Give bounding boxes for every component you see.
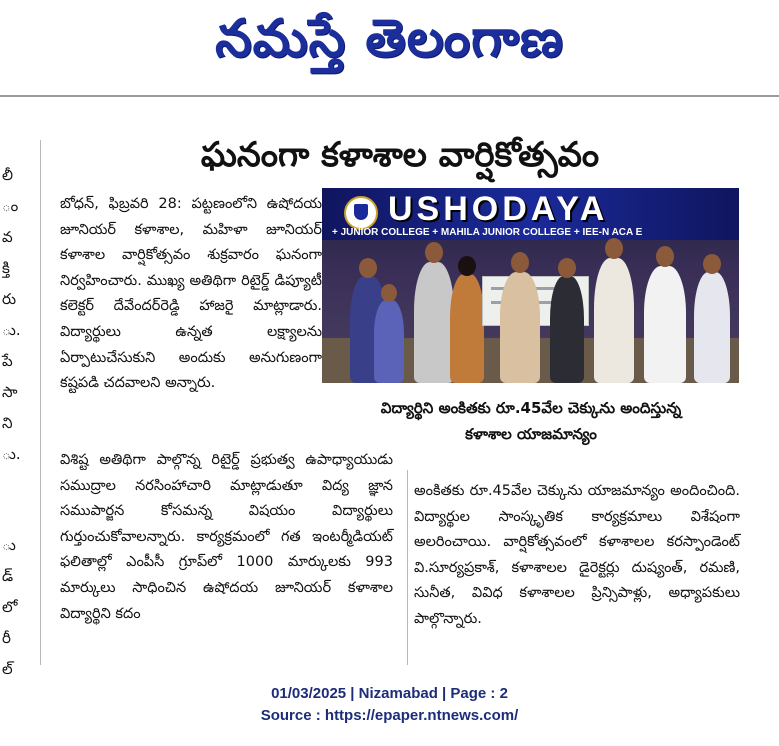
fragment-line: డ్ xyxy=(2,567,14,585)
person-head xyxy=(656,246,674,267)
fragment-gap xyxy=(2,470,16,530)
banner-title: USHODAYA xyxy=(388,190,609,228)
person-figure xyxy=(694,272,730,383)
college-logo-icon xyxy=(344,196,378,230)
fragment-line: లీ xyxy=(2,166,13,184)
fragment-line: లో xyxy=(2,598,18,616)
article-headline: ఘనంగా కళాశాల వార్షికోత్సవం xyxy=(200,135,600,175)
article-column-1 xyxy=(60,192,322,397)
person-figure xyxy=(644,266,686,383)
paragraph: విశిష్ట అతిథిగా పాల్గొన్న రిటైర్డ్ ప్రభుత్వ ఉపాధ్యాయుడు సముద్రాల నరసింహాచారి మాట్లాడుతూ విద్య జ్ఞాన సముపార్జన కోసమన్న విషయం విద్యార్థులు గుర్తుంచుకోవాలన్నారు. కార్యక్రమంలో గత ఇంటర్మీడియట్ ఫలితాల్లో ఎంపీసీ గ్రూప్‌లో 1000 మార్కులకు 993 మార్కులు సాధించిన ఉషోదయ జూనియర్ కళాశాల విద్యార్థిని కదం xyxy=(60,452,393,622)
fragment-line: ు. xyxy=(2,321,21,339)
adjacent-article-fragment xyxy=(2,160,21,685)
person-figure xyxy=(374,300,404,383)
edition-info: 01/03/2025 | Nizamabad | Page : 2 xyxy=(271,685,508,702)
fragment-line: ు xyxy=(2,536,16,554)
article-column-3 xyxy=(414,479,740,633)
fragment-line: సా xyxy=(2,383,18,401)
newspaper-title: నమస్తే తెలంగాణ xyxy=(215,9,564,69)
fragment-line: ు. xyxy=(2,445,21,463)
fragment-line: ం xyxy=(2,197,19,215)
column-divider xyxy=(40,140,41,665)
paragraph: అంకితకు రూ.45వేల చెక్కును యాజమాన్యం అందించింది. విద్యార్థుల సాంస్కృతిక కార్యక్రమాలు విశేషంగా అలరించాయి. వార్షికోత్సవంలో కళాశాలల కరస్పాండెంట్ వి.సూర్యప్రకాశ్, కళాశాలల డైరెక్టర్లు దుష్యంత్, రమణి, సునీత, వివిధ కళాశాలల ప్రిన్సిపాళ్లు, అధ్యాపకులు పాల్గొన్నారు. xyxy=(414,483,740,627)
masthead-divider xyxy=(0,95,779,97)
person-figure xyxy=(594,258,634,383)
source-line: Source : https://epaper.ntnews.com/ xyxy=(260,707,519,724)
person-head xyxy=(359,258,377,278)
college-banner xyxy=(322,188,739,240)
fragment-line: ని xyxy=(2,414,13,432)
fragment-line: వ xyxy=(2,228,13,246)
person-head xyxy=(703,254,721,274)
caption-line-1: విద్యార్థిని అంకితకు రూ.45వేల చెక్కును అందిస్తున్న xyxy=(380,399,682,417)
person-figure xyxy=(414,262,454,383)
fragment-line: రీ xyxy=(2,629,11,647)
person-head xyxy=(605,238,623,259)
person-figure xyxy=(550,276,584,383)
person-head xyxy=(425,242,443,263)
banner-subtitle: + JUNIOR COLLEGE + MAHILA JUNIOR COLLEGE + IEE-N ACA E xyxy=(332,227,643,238)
person-head xyxy=(381,284,397,302)
page-footer xyxy=(0,683,779,727)
caption-line-2: కళాశాల యాజమాన్యం xyxy=(465,425,597,443)
column-divider xyxy=(407,470,408,665)
person-figure xyxy=(450,274,484,383)
photo-caption xyxy=(326,395,736,447)
masthead xyxy=(0,0,779,80)
article-photo xyxy=(322,188,739,383)
person-head xyxy=(558,258,576,278)
fragment-line: ల్ xyxy=(2,660,13,678)
person-head xyxy=(458,256,476,276)
paragraph: బోధన్, ఫిబ్రవరి 28: పట్టణంలోని ఉషోదయ జూనియర్ కళాశాల, మహిళా జూనియర్ కళాశాల వార్షికోత్సవం శుక్రవారం ఘనంగా నిర్వహించారు. ముఖ్య అతిథిగా రిటైర్డ్ డిప్యూటీ కలెక్టర్ దేవేందర్‌రెడ్డి హాజరై మాట్లాడారు. విద్యార్థులు ఉన్నత లక్ష్యాలను ఏర్పాటుచేసుకుని అందుకు అనుగుణంగా కష్టపడి చదవాలని అన్నారు. xyxy=(60,196,322,392)
person-figure xyxy=(500,272,540,383)
article-column-2 xyxy=(60,448,393,627)
fragment-line: క్తి xyxy=(2,259,10,277)
fragment-line: రు xyxy=(2,290,17,308)
person-head xyxy=(511,252,529,273)
fragment-line: పే xyxy=(2,352,13,370)
